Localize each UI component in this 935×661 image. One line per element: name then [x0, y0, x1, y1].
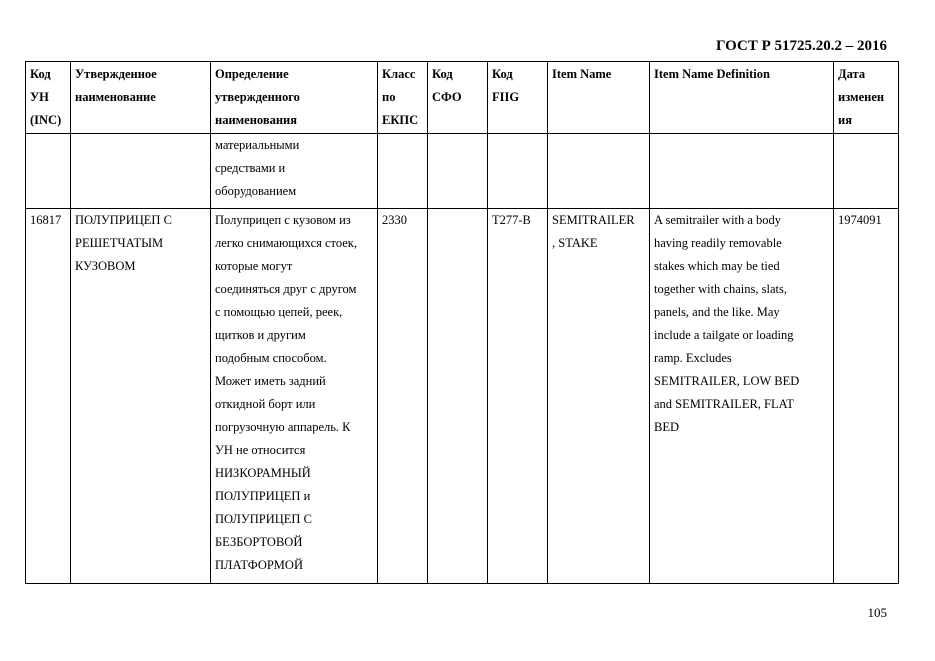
cell-text-line: panels, and the like. May	[654, 305, 780, 319]
cell-text-line: РЕШЕТЧАТЫМ	[75, 236, 164, 250]
cell-item-name	[548, 209, 650, 584]
cell-text-line: Может иметь задний	[215, 374, 326, 388]
document-standard-header: ГОСТ Р 51725.20.2 – 2016	[715, 38, 887, 54]
header-code-fiig	[488, 62, 548, 134]
cell-text-line: ЕКПС	[382, 113, 419, 127]
cell-text-line: Item Name	[552, 67, 612, 81]
cell-text-line: Код	[492, 67, 513, 81]
cell-text-line: Класс	[382, 67, 416, 81]
cell-text-line: КУЗОВОМ	[75, 259, 136, 273]
cell-text-line: and SEMITRAILER, FLAT	[654, 397, 794, 411]
cell-definition	[211, 134, 378, 209]
cell-text-line: ПОЛУПРИЦЕП и	[215, 489, 311, 503]
cell-text-line: , STAKE	[552, 236, 598, 250]
table-header-row	[26, 62, 899, 134]
cell-text-line: откидной борт или	[215, 397, 316, 411]
cell-text-line: Item Name Definition	[654, 67, 770, 81]
cell-text-line: Дата	[838, 67, 866, 81]
cell-code-sfo	[428, 209, 488, 584]
cell-text-line: наименование	[75, 90, 156, 104]
cell-code-un	[26, 134, 71, 209]
cell-text-line: изменен	[838, 90, 885, 104]
cell-text-line: утвержденного	[215, 90, 300, 104]
cell-text-line: 1974091	[838, 213, 882, 227]
cell-class-ekps	[378, 209, 428, 584]
table-row	[26, 209, 899, 584]
cell-text-line: УН не относится	[215, 443, 306, 457]
cell-item-name-definition	[650, 209, 834, 584]
cell-code-fiig	[488, 209, 548, 584]
cell-text-line: которые могут	[215, 259, 293, 273]
cell-text-line: 16817	[30, 213, 62, 227]
cell-approved-name	[71, 209, 211, 584]
cell-text-line: погрузочную аппарель. К	[215, 420, 351, 434]
cell-text-line: T277-B	[492, 213, 531, 227]
header-item-name-definition	[650, 62, 834, 134]
cell-text-line: оборудованием	[215, 184, 297, 198]
cell-class-ekps	[378, 134, 428, 209]
cell-text-line: Полуприцеп с кузовом из	[215, 213, 351, 227]
header-approved-name	[71, 62, 211, 134]
cell-text-line: (INC)	[30, 113, 62, 127]
cell-code-un	[26, 209, 71, 584]
cell-change-date	[834, 209, 899, 584]
cell-code-sfo	[428, 134, 488, 209]
cell-text-line: having readily removable	[654, 236, 782, 250]
header-class-ekps	[378, 62, 428, 134]
cell-text-line: BED	[654, 420, 679, 434]
cell-code-fiig	[488, 134, 548, 209]
cell-text-line: SEMITRAILER, LOW BED	[654, 374, 800, 388]
cell-item-name	[548, 134, 650, 209]
cell-text-line: A semitrailer with a body	[654, 213, 782, 227]
cell-text-line: ПЛАТФОРМОЙ	[215, 558, 303, 572]
specification-table	[25, 61, 899, 584]
header-definition	[211, 62, 378, 134]
cell-text-line: stakes which may be tied	[654, 259, 780, 273]
cell-text-line: ramp. Excludes	[654, 351, 732, 365]
cell-text-line: легко снимающихся стоек,	[215, 236, 357, 250]
page-number: 105	[867, 605, 887, 620]
cell-text-line: подобным способом.	[215, 351, 327, 365]
cell-text-line: с помощью цепей, реек,	[215, 305, 343, 319]
cell-text-line: include a tailgate or loading	[654, 328, 794, 342]
cell-text-line: FIIG	[492, 90, 520, 104]
table-row-continuation	[26, 134, 899, 209]
cell-text-line: БЕЗБОРТОВОЙ	[215, 535, 303, 549]
cell-text-line: together with chains, slats,	[654, 282, 787, 296]
cell-text-line: 2330	[382, 213, 407, 227]
cell-text-line: ПОЛУПРИЦЕП С	[215, 512, 312, 526]
cell-text-line: НИЗКОРАМНЫЙ	[215, 466, 311, 480]
cell-text-line: Код	[30, 67, 51, 81]
cell-text-line: по	[382, 90, 396, 104]
cell-text-line: соединяться друг с другом	[215, 282, 357, 296]
cell-approved-name	[71, 134, 211, 209]
header-change-date	[834, 62, 899, 134]
cell-definition	[211, 209, 378, 584]
cell-text-line: средствами и	[215, 161, 286, 175]
cell-text-line: SEMITRAILER	[552, 213, 635, 227]
cell-text-line: щитков и другим	[215, 328, 306, 342]
header-code-sfo	[428, 62, 488, 134]
cell-text-line: Утвержденное	[75, 67, 157, 81]
cell-text-line: материальными	[215, 138, 300, 152]
cell-text-line: ПОЛУПРИЦЕП С	[75, 213, 172, 227]
cell-text-line: УН	[30, 90, 49, 104]
cell-text-line: Определение	[215, 67, 289, 81]
cell-change-date	[834, 134, 899, 209]
cell-item-name-definition	[650, 134, 834, 209]
cell-text-line: наименования	[215, 113, 298, 127]
header-item-name	[548, 62, 650, 134]
cell-text-line: СФО	[432, 90, 462, 104]
cell-text-line: ия	[838, 113, 852, 127]
header-code-un	[26, 62, 71, 134]
cell-text-line: Код	[432, 67, 453, 81]
